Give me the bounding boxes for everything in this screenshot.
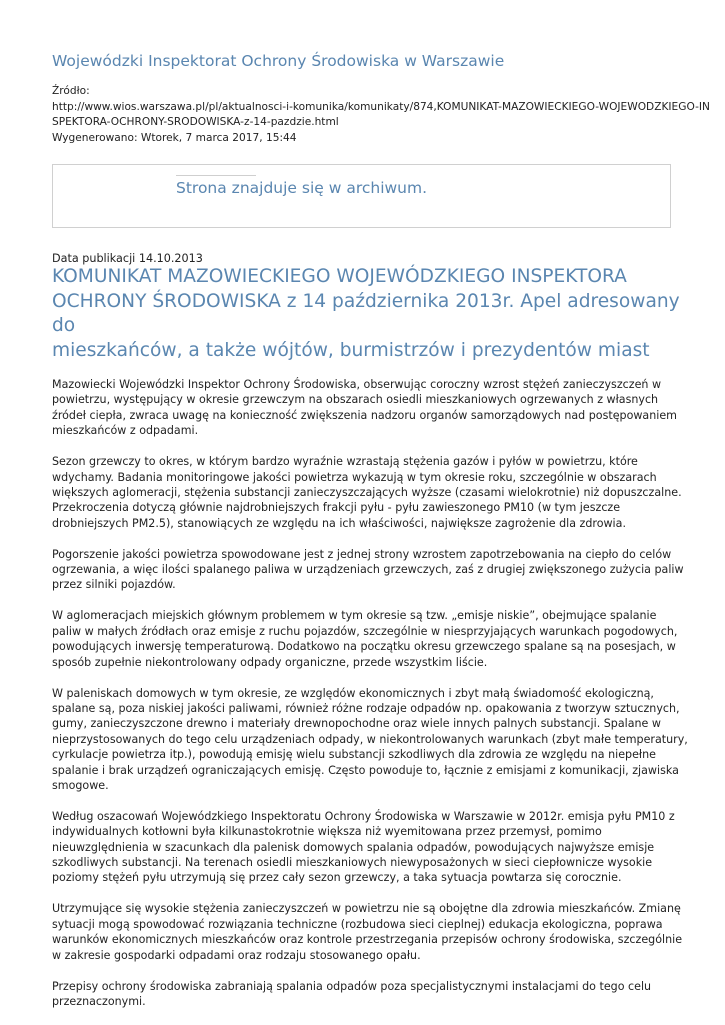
archive-divider xyxy=(176,175,256,176)
source-info xyxy=(52,84,710,146)
article-body xyxy=(52,377,692,1025)
paragraph-line: Przepisy ochrony środowiska zabraniają spalania odpadów poza specjalistycznymi instalacjami do tego celu xyxy=(52,979,652,993)
paragraph-line: ogrzewania, a więc ilości spalanego paliwa w urządzeniach grzewczych, zaś z drugiej zwiększonego zużycia paliw xyxy=(52,563,684,577)
paragraph-line: smogowe. xyxy=(52,778,109,792)
paragraph-line: przez silniki pojazdów. xyxy=(52,578,176,592)
paragraph-line: w zakresie gospodarki odpadami oraz rodzaju stosowanego opału. xyxy=(52,948,421,962)
paragraph-line: W aglomeracjach miejskich głównym problemem w tym okresie są tzw. „emisje niskie”, obejmujące spalanie xyxy=(52,609,657,623)
paragraph-line: wdychamy. Badania monitoringowe jakości powietrza wykazują w tym okresie roku, szczególnie w obszarach xyxy=(52,470,657,484)
paragraph-line: warunków ekonomicznych mieszkańców oraz kontrole przestrzegania przepisów ochrony środowiska, szczególnie xyxy=(52,933,683,947)
paragraph-line: nieprzystosowanych do tego celu urządzeniach odpady, w niekontrolowanych warunkach (zbyt małe temperatury, xyxy=(52,732,688,746)
publication-date: Data publikacji 14.10.2013 xyxy=(52,252,203,265)
article-paragraph xyxy=(52,454,692,531)
headline-line-3: mieszkańców, a także wójtów, burmistrzów i prezydentów miast xyxy=(52,339,650,361)
paragraph-line: Według oszacowań Wojewódzkiego Inspektoratu Ochrony Środowiska w Warszawie w 2012r. emisja pyłu PM10 z xyxy=(52,809,675,823)
paragraph-line: Sezon grzewczy to okres, w którym bardzo wyraźnie wzrastają stężenia gazów i pyłów w powietrzu, które xyxy=(52,455,638,469)
paragraph-line: spalane są, poza niskiej jakości paliwami, również różne rodzaje odpadów np. opakowania z tworzyw sztucznych, xyxy=(52,701,680,715)
article-headline xyxy=(52,265,692,363)
paragraph-line: W paleniskach domowych w tym okresie, ze względów ekonomicznych i zbyt małą świadomość ekologiczną, xyxy=(52,686,654,700)
paragraph-line: cyrkulacje powietrza itp.), powodują emisję wielu substancji szkodliwych dla zdrowia ze względu na niepełne xyxy=(52,748,656,762)
paragraph-line: większych aglomeracji, stężenia substancji zanieczyszczających wyższe (czasami wielokrotnie) niż dopuszczalne. xyxy=(52,485,682,499)
article-paragraph xyxy=(52,979,692,1010)
paragraph-line: nieuwzględnienia w szacunkach dla palenisk domowych spalania odpadów, powodujących najwyższe emisje xyxy=(52,840,655,854)
paragraph-line: przeznaczonymi. xyxy=(52,994,146,1008)
headline-line-2: OCHRONY ŚRODOWISKA z 14 października 2013r. Apel adresowany do xyxy=(52,290,680,336)
paragraph-line: szkodliwych substancji. Na terenach osiedli mieszkaniowych niewyposażonych w sieci ciepłownicze wysokie xyxy=(52,856,653,870)
source-url-line-1: http://www.wios.warszawa.pl/pl/aktualnosci-i-komunika/komunikaty/874,KOMUNIKAT-MAZOWIECKIEGO-WOJEWODZKIEGO-IN xyxy=(52,100,710,113)
paragraph-line: Pogorszenie jakości powietrza spowodowane jest z jednej strony wzrostem zapotrzebowania na ciepło do celów xyxy=(52,547,672,561)
article-paragraph xyxy=(52,686,692,794)
paragraph-line: mieszkańców z odpadami. xyxy=(52,424,199,438)
paragraph-line: Przekroczenia dotyczą głównie najdrobniejszych frakcji pyłu - pyłu zawieszonego PM10 (w tym jeszcze xyxy=(52,501,621,515)
headline-line-1: KOMUNIKAT MAZOWIECKIEGO WOJEWÓDZKIEGO INSPEKTORA xyxy=(52,266,627,287)
archive-notice-box xyxy=(52,164,671,228)
article-paragraph xyxy=(52,608,692,670)
article-paragraph xyxy=(52,377,692,439)
article-paragraph xyxy=(52,547,692,593)
paragraph-line: indywidualnych kotłowni była kilkunastokrotnie większa niż wyemitowana przez przemysł, pomimo xyxy=(52,825,602,839)
source-label: Źródło: xyxy=(52,85,90,97)
paragraph-line: drobniejszych PM2.5), stanowiących ze względu na ich właściwości, największe zagrożenie dla zdrowia. xyxy=(52,516,626,530)
source-url-line-2: SPEKTORA-OCHRONY-SRODOWISKA-z-14-pazdzie.html xyxy=(52,116,339,128)
paragraph-line: sytuacji mogą spowodować rozwiązania techniczne (rozbudowa sieci cieplnej) edukacja ekologiczna, poprawa xyxy=(52,917,663,931)
paragraph-line: sposób zupełnie niekontrolowany odpady organiczne, przede wszystkim liście. xyxy=(52,655,488,669)
paragraph-line: źródeł ciepła, zwraca uwagę na konieczność zwiększenia nadzoru organów samorządowych nad postępowaniem xyxy=(52,408,677,422)
site-title: Wojewódzki Inspektorat Ochrony Środowiska w Warszawie xyxy=(52,52,505,70)
generated-timestamp: Wygenerowano: Wtorek, 7 marca 2017, 15:44 xyxy=(52,131,297,144)
paragraph-line: paliw w małych źródłach oraz emisje z ruchu pojazdów, szczególnie w niesprzyjających warunkach pogodowych, xyxy=(52,624,678,638)
paragraph-line: Utrzymujące się wysokie stężenia zanieczyszczeń w powietrzu nie są obojętne dla zdrowia mieszkańców. Zmianę xyxy=(52,902,681,916)
archive-notice: Strona znajduje się w archiwum. xyxy=(176,179,428,197)
paragraph-line: gumy, zanieczyszczone drewno i materiały drewnopochodne oraz wiele innych palnych substancji. Spalane w xyxy=(52,717,661,731)
paragraph-line: powietrzu, występujący w okresie grzewczym na obszarach osiedli mieszkaniowych ogrzewanych z własnych xyxy=(52,393,659,407)
paragraph-line: poziomy stężeń pyłu utrzymują się przez cały sezon grzewczy, a taka sytuacja powtarza się corocznie. xyxy=(52,871,622,885)
article-paragraph xyxy=(52,809,692,886)
article-paragraph xyxy=(52,901,692,963)
paragraph-line: spalanie i brak urządzeń ograniczających emisję. Często powoduje to, łącznie z emisjami z komunikacji, zjawiska xyxy=(52,763,679,777)
paragraph-line: Mazowiecki Wojewódzki Inspektor Ochrony Środowiska, obserwując coroczny wzrost stężeń zanieczyszczeń w xyxy=(52,378,662,391)
paragraph-line: powodujących inwersję temperaturową. Dodatkowo na początku okresu grzewczego spalane są na posesjach, w xyxy=(52,640,676,654)
